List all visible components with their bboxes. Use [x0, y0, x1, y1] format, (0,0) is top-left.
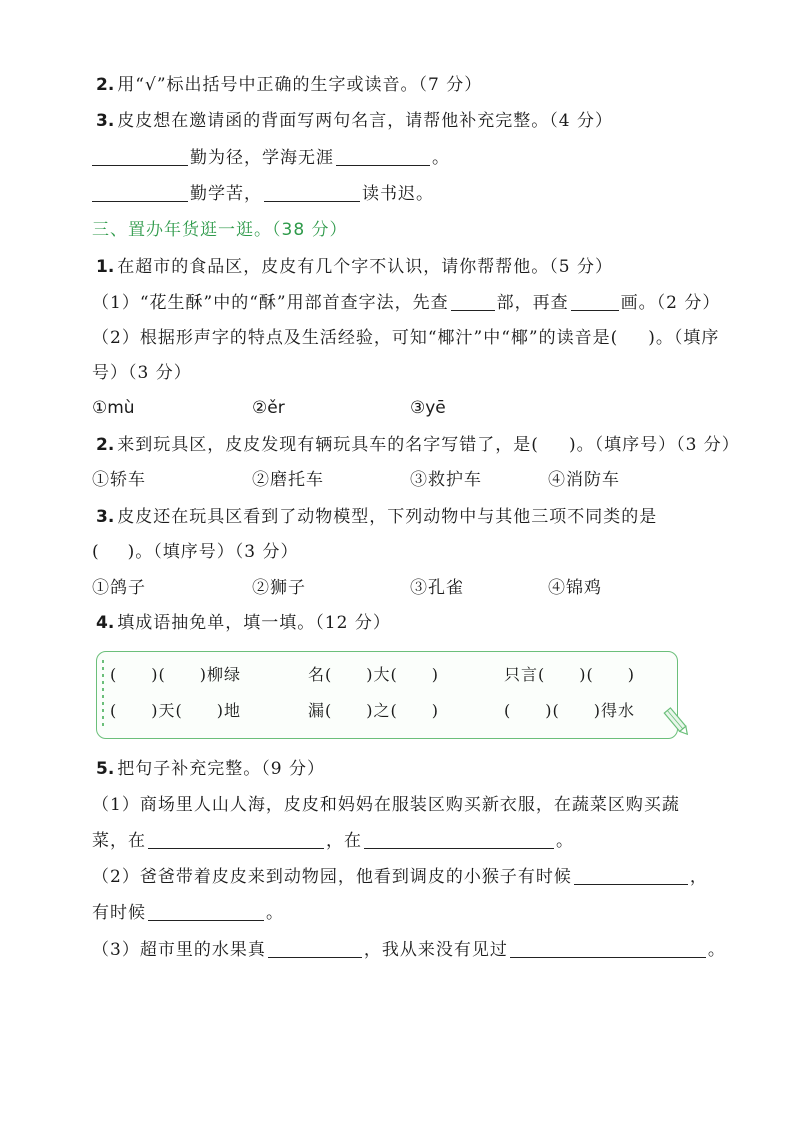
question-number: 3. [96, 111, 115, 131]
question-text: 来到玩具区，皮皮发现有辆玩具车的名字写错了，是( [117, 435, 539, 455]
section-heading [92, 219, 348, 241]
subquestion-text: （2）根据形声字的特点及生活经验，可知“椰汁”中“椰”的读音是( [92, 328, 619, 348]
quote-text: 勤学苦， [190, 184, 262, 204]
quote-text: 读书迟。 [362, 184, 434, 204]
subquestion-text: （3）超市里的水果真 [92, 940, 266, 960]
idiom-2[interactable]: 名( )大( ) [308, 665, 439, 684]
question-text: )。（填序号）（3 分） [568, 435, 740, 455]
option-1[interactable]: ①轿车 [92, 470, 146, 490]
question-number: 2. [96, 75, 115, 95]
question-text: 填成语抽免单，填一填。（12 分） [117, 613, 391, 633]
idiom-4[interactable]: ( )天( )地 [110, 701, 241, 720]
quote-text: 。 [432, 148, 450, 168]
quote-line-2 [90, 183, 434, 205]
subquestion-5-1 [92, 794, 680, 816]
option-3[interactable]: ③救护车 [410, 470, 482, 490]
subquestion-text: ，我从来没有见过 [363, 940, 508, 960]
question-number: 2. [96, 435, 115, 455]
answer-blank[interactable] [268, 939, 362, 958]
quote-line-1 [90, 147, 450, 169]
question-text: 皮皮想在邀请函的背面写两句名言，请帮他补充完整。（4 分） [117, 111, 614, 131]
subquestion-text: ， [689, 867, 708, 887]
section3-question-2 [96, 434, 740, 456]
question-2 [96, 74, 482, 96]
subquestion-text: 画。（2 分） [620, 293, 721, 313]
option-4[interactable]: ④消防车 [548, 470, 620, 490]
section3-question-1 [96, 256, 613, 278]
option-3[interactable]: ③yē [410, 398, 446, 418]
question-number: 1. [96, 257, 115, 277]
subquestion-text: 。 [707, 940, 726, 960]
answer-blank[interactable] [510, 939, 706, 958]
idiom-3[interactable]: 只言( )( ) [504, 665, 635, 684]
question-number: 4. [96, 613, 115, 633]
answer-blank[interactable] [148, 902, 264, 921]
option-2[interactable]: ②狮子 [252, 578, 306, 598]
idiom-6[interactable]: ( )( )得水 [504, 701, 635, 720]
section-score: （38 分） [272, 220, 348, 240]
subquestion-5-2-cont [92, 902, 284, 924]
section3-question-3 [96, 506, 657, 528]
subquestion-text: 有时候 [92, 903, 146, 923]
question-text: ( [92, 542, 100, 562]
subquestion-text: 。 [556, 831, 574, 851]
option-3[interactable]: ③孔雀 [410, 578, 464, 598]
question-text: )。（填序号）（3 分） [127, 542, 299, 562]
question-text: 在超市的食品区，皮皮有几个字不认识，请你帮帮他。（5 分） [117, 257, 614, 277]
question-3 [96, 110, 613, 132]
answer-blank[interactable] [148, 830, 324, 849]
section3-question-5 [96, 758, 325, 780]
question-text: 把句子补充完整。（9 分） [117, 759, 326, 779]
section3-question-3-cont [92, 541, 299, 563]
answer-blank[interactable] [574, 866, 688, 885]
section3-question-4 [96, 612, 391, 634]
subquestion-5-1-cont [92, 830, 574, 852]
subquestion-text: ，在 [326, 831, 362, 851]
quote-text: 勤为径，学海无涯 [190, 148, 334, 168]
answer-blank[interactable] [264, 183, 360, 202]
subquestion-text: （1）“花生酥”中的“酥”用部首查字法，先查 [92, 293, 449, 313]
question-text: 用“√”标出括号中正确的生字或读音。（7 分） [117, 75, 483, 95]
subquestion-text: （2）爸爸带着皮皮来到动物园，他看到调皮的小猴子有时候 [92, 867, 572, 887]
idiom-5[interactable]: 漏( )之( ) [308, 701, 439, 720]
subquestion-text: 部，再查 [496, 293, 569, 313]
option-2[interactable]: ②ěr [252, 398, 285, 418]
subquestion-5-2 [92, 866, 708, 888]
option-4[interactable]: ④锦鸡 [548, 578, 602, 598]
card-binding-dots [102, 660, 104, 730]
subquestion-text: 号）（3 分） [92, 363, 192, 383]
subquestion-text: 菜，在 [92, 831, 146, 851]
question-number: 5. [96, 759, 115, 779]
idiom-1[interactable]: ( )( )柳绿 [110, 665, 241, 684]
question-number: 3. [96, 507, 115, 527]
answer-blank[interactable] [92, 183, 188, 202]
subquestion-text: )。（填序 [648, 328, 720, 348]
subquestion-1-2-cont [92, 362, 192, 384]
option-1[interactable]: ①mù [92, 398, 135, 418]
subquestion-5-3 [92, 939, 726, 961]
answer-blank[interactable] [364, 830, 554, 849]
subquestion-1-1 [92, 292, 720, 314]
pencil-icon [662, 705, 692, 739]
subquestion-text: 。 [266, 903, 284, 923]
answer-blank[interactable] [92, 147, 188, 166]
answer-blank[interactable] [336, 147, 430, 166]
section-title: 三、置办年货逛一逛。 [92, 220, 272, 240]
option-1[interactable]: ①鸽子 [92, 578, 146, 598]
subquestion-text: （1）商场里人山人海，皮皮和妈妈在服装区购买新衣服，在蔬菜区购买蔬 [92, 795, 680, 815]
answer-blank[interactable] [571, 292, 619, 311]
question-text: 皮皮还在玩具区看到了动物模型，下列动物中与其他三项不同类的是 [117, 507, 658, 527]
option-2[interactable]: ②磨托车 [252, 470, 324, 490]
answer-blank[interactable] [451, 292, 495, 311]
subquestion-1-2 [92, 327, 719, 349]
